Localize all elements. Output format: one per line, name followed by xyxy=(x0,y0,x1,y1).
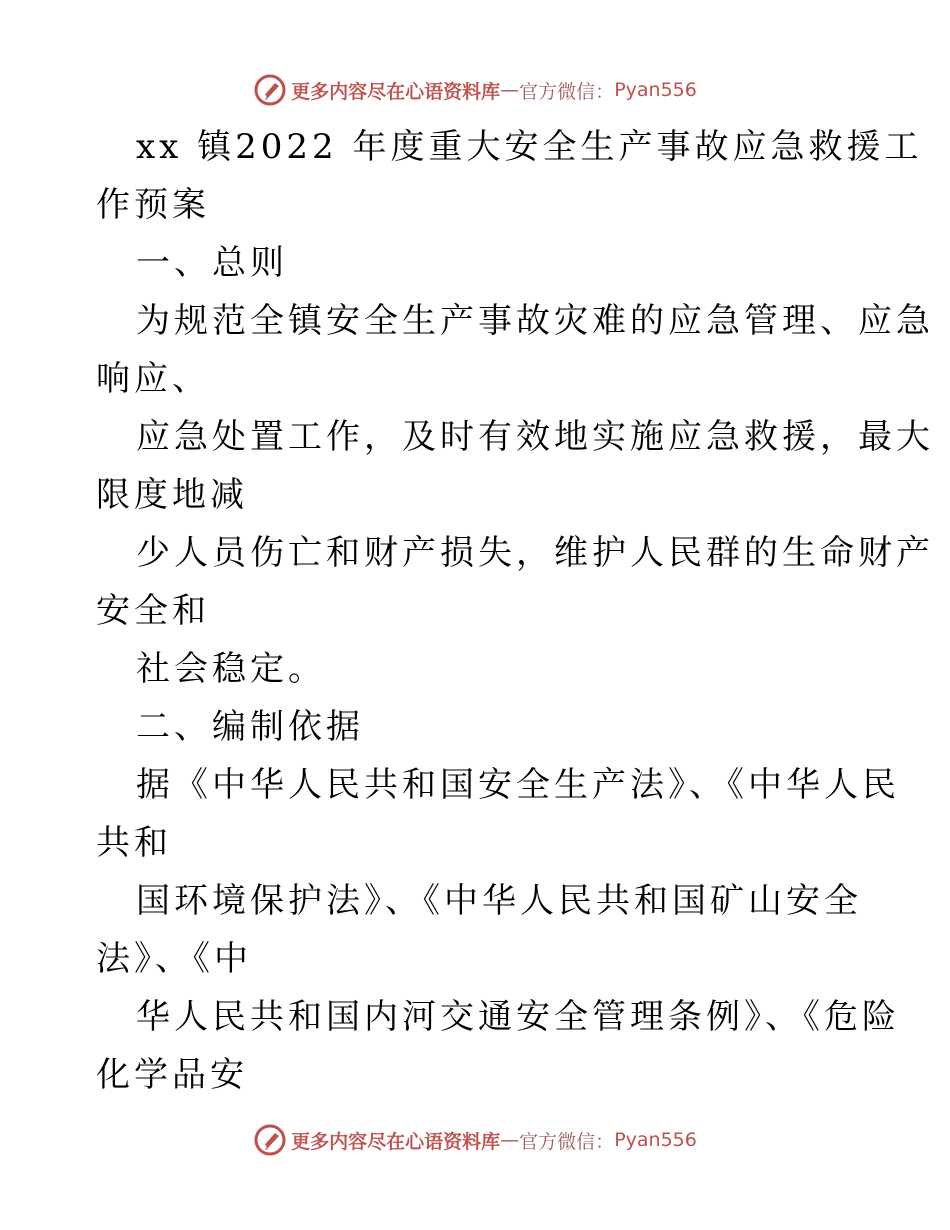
doc-line: 国环境保护法》、《中华人民共和国矿山安全 xyxy=(136,881,862,921)
doc-line: 华人民共和国内河交通安全管理条例》、《危险 xyxy=(136,997,900,1037)
doc-line: 共和 xyxy=(96,823,172,863)
doc-line: 应急处置工作，及时有效地实施应急救援，最大 xyxy=(136,417,934,457)
watermark-wechat-id: Pyan556 xyxy=(614,79,697,101)
doc-line: xx 镇2022 年度重大安全生产事故应急救援工 xyxy=(136,127,923,167)
watermark-wechat-label: 官方微信： xyxy=(519,1130,615,1153)
watermark-site: 更多内容尽在心语资料库 xyxy=(291,80,501,103)
watermark-dash: — xyxy=(500,1129,520,1151)
watermark-dash: — xyxy=(500,79,520,101)
doc-line: 社会稳定。 xyxy=(136,649,326,689)
doc-line: 响应、 xyxy=(96,359,210,399)
header-watermark xyxy=(0,70,950,110)
document-body xyxy=(96,118,934,1104)
watermark-site: 更多内容尽在心语资料库 xyxy=(291,1130,501,1153)
watermark-wechat-id: Pyan556 xyxy=(614,1129,697,1151)
doc-line: 据《中华人民共和国安全生产法》、《中华人民 xyxy=(136,765,900,805)
doc-line: 限度地减 xyxy=(96,475,248,515)
doc-line: 作预案 xyxy=(96,185,210,225)
doc-line: 化学品安 xyxy=(96,1055,248,1095)
pen-logo-icon xyxy=(253,1123,287,1157)
pen-logo-icon xyxy=(253,73,287,107)
doc-line: 一、总则 xyxy=(136,243,288,283)
doc-line: 少人员伤亡和财产损失，维护人民群的生命财产 xyxy=(136,533,934,573)
doc-line: 为规范全镇安全生产事故灾难的应急管理、应急 xyxy=(136,301,934,341)
doc-line: 法》、《中 xyxy=(96,939,252,979)
watermark-wechat-label: 官方微信： xyxy=(519,80,615,103)
doc-line: 安全和 xyxy=(96,591,210,631)
doc-line: 二、编制依据 xyxy=(136,707,364,747)
footer-watermark xyxy=(0,1120,950,1160)
